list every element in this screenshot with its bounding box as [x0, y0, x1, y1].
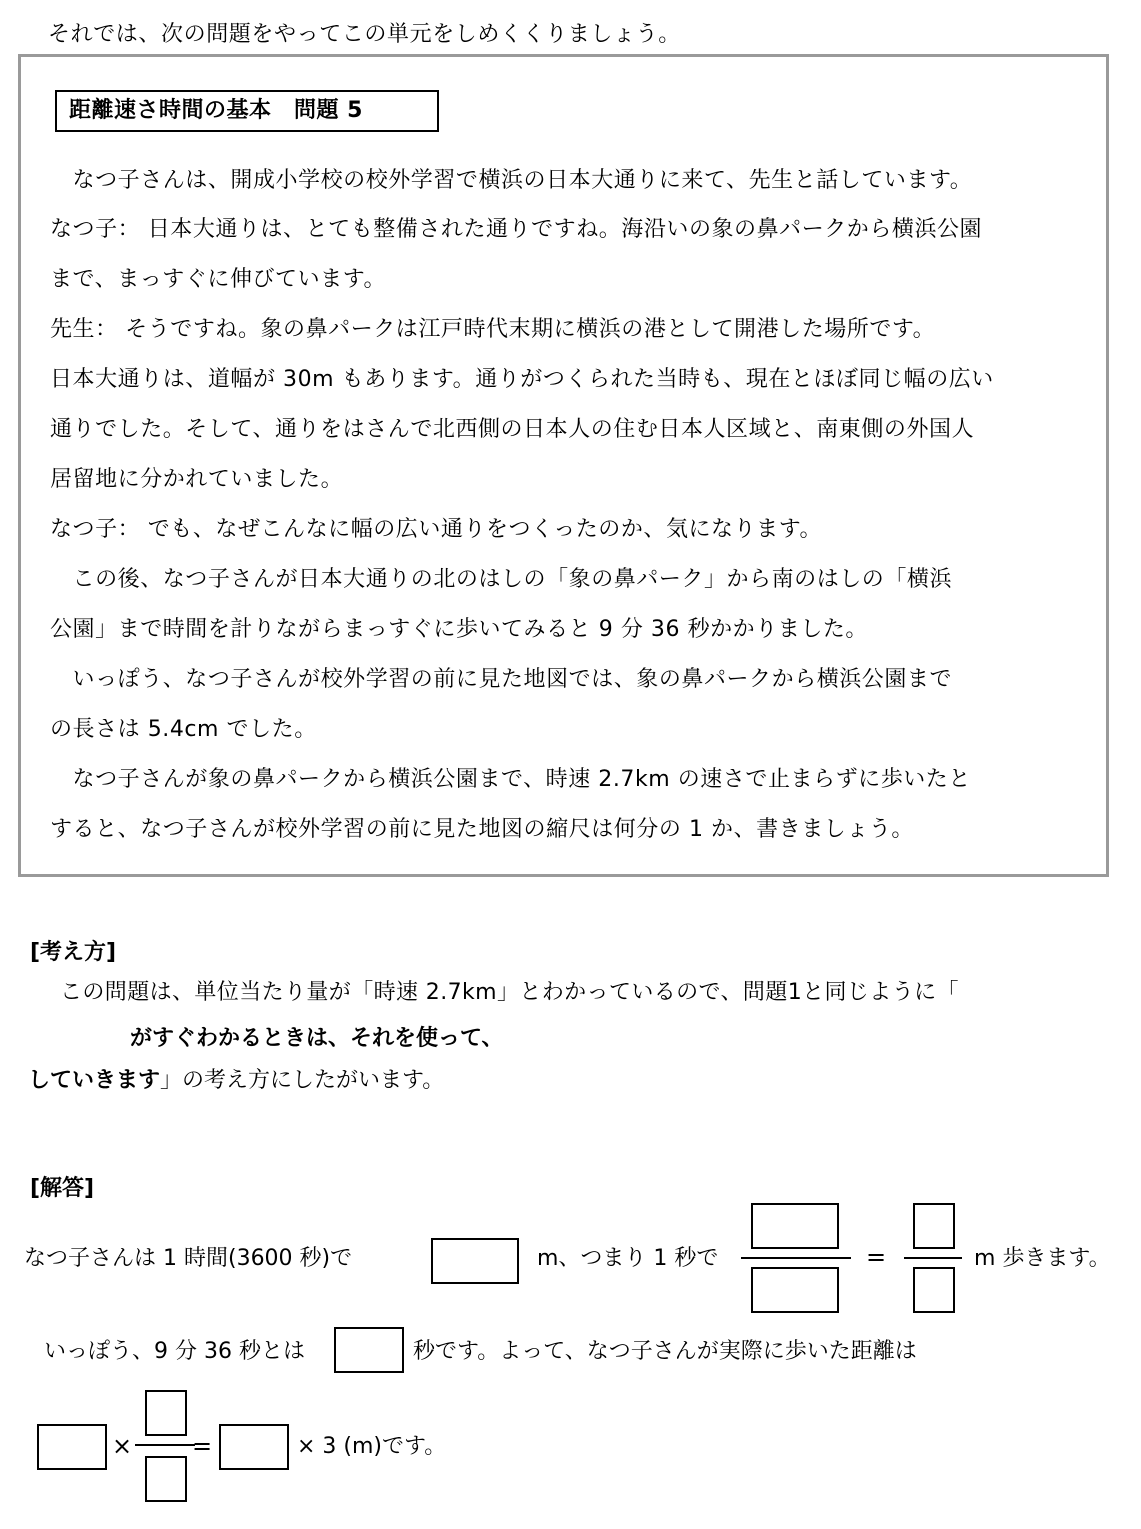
approach-bold-1: がすぐわかるときは、それを使って、 [130, 1026, 504, 1051]
problem-line-1: なつ子さんは、開成小学校の校外学習で横浜の日本大通りに来て、先生と話しています。 [50, 168, 973, 193]
problem-line-9: この後、なつ子さんが日本大通りの北のはしの「象の鼻パーク」から南のはしの「横浜 [50, 567, 953, 592]
answer-line-3-end: × 3 (m)です。 [297, 1434, 447, 1459]
approach-line-3 [28, 1066, 444, 1096]
answer-box-fraction-numerator[interactable] [751, 1203, 839, 1249]
problem-line-8: なつ子： でも、なぜこんなに幅の広い通りをつくったのか、気になります。 [50, 517, 823, 542]
problem-title: 距離速さ時間の基本 問題 5 [55, 90, 439, 132]
intro-text: それでは、次の問題をやってこの単元をしめくくりましょう。 [48, 22, 681, 47]
times-sign: × [112, 1432, 133, 1460]
problem-line-5: 日本大通りは、道幅が 30m もあります。通りがつくられた当時も、現在とほぼ同じ幅の広い [50, 367, 994, 392]
problem-line-11: いっぽう、なつ子さんが校外学習の前に見た地図では、象の鼻パークから横浜公園まで [50, 667, 953, 692]
problem-line-3: まで、まっすぐに伸びています。 [50, 267, 387, 292]
answer-line-1-c: m 歩きます。 [974, 1246, 1111, 1271]
answer-box-fraction-denominator[interactable] [751, 1267, 839, 1313]
answer-line-2-a: いっぽう、9 分 36 秒とは [44, 1339, 305, 1364]
answer-heading: [解答] [30, 1176, 95, 1201]
problem-line-14: すると、なつ子さんが校外学習の前に見た地図の縮尺は何分の 1 か、書きましょう。 [50, 817, 914, 842]
answer-box-time-numerator[interactable] [145, 1390, 187, 1436]
problem-line-6: 通りでした。そして、通りをはさんで北西側の日本人の住む日本人区域と、南東側の外国人 [50, 417, 975, 442]
equals-sign: = [192, 1432, 213, 1460]
approach-heading: [考え方] [30, 940, 117, 965]
problem-line-2: なつ子： 日本大通りは、とても整備された通りですね。海沿いの象の鼻パークから横浜公園 [50, 217, 983, 242]
approach-line-3-rest: 」の考え方にしたがいます。 [160, 1068, 445, 1093]
fraction-bar [741, 1257, 851, 1259]
fraction-bar [904, 1257, 962, 1259]
answer-line-2-b: 秒です。よって、なつ子さんが実際に歩いた距離は [413, 1339, 917, 1364]
answer-box-seconds[interactable] [334, 1327, 404, 1373]
problem-line-12: の長さは 5.4cm でした。 [50, 717, 317, 742]
answer-box-product[interactable] [219, 1424, 289, 1470]
equals-sign: = [866, 1243, 887, 1271]
fraction-bar [135, 1444, 195, 1446]
approach-line-1: この問題は、単位当たり量が「時速 2.7km」とわかっているので、問題1と同じように「 [60, 980, 959, 1005]
approach-line-2 [130, 1024, 504, 1054]
answer-box-result-numerator[interactable] [913, 1203, 955, 1249]
approach-bold-2: していきます [28, 1068, 161, 1093]
problem-line-10: 公園」まで時間を計りながらまっすぐに歩いてみると 9 分 36 秒かかりました。 [50, 617, 868, 642]
answer-box-distance-per-hour[interactable] [431, 1238, 519, 1284]
problem-line-4: 先生： そうですね。象の鼻パークは江戸時代末期に横浜の港として開港した場所です。 [50, 317, 936, 342]
answer-box-speed[interactable] [37, 1424, 107, 1470]
problem-line-13: なつ子さんが象の鼻パークから横浜公園まで、時速 2.7km の速さで止まらずに歩いたと [50, 767, 971, 792]
answer-box-result-denominator[interactable] [913, 1267, 955, 1313]
answer-box-time-denominator[interactable] [145, 1456, 187, 1502]
answer-line-1-a: なつ子さんは 1 時間(3600 秒)で [24, 1246, 353, 1271]
answer-line-1-b: m、つまり 1 秒で [537, 1246, 719, 1271]
problem-line-7: 居留地に分かれていました。 [50, 467, 344, 492]
